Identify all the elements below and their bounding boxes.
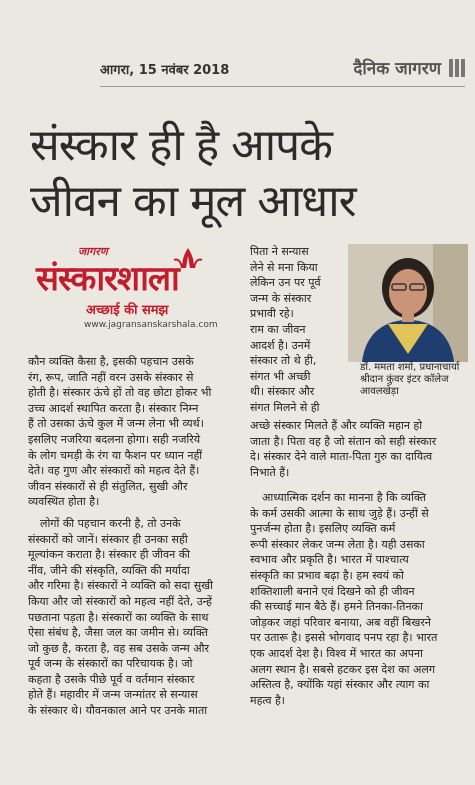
brand-bars-icon [449, 59, 465, 77]
text-line: जीवन संस्कारों से ही संतुलित, सुखी और [28, 479, 188, 493]
text-line: शक्तिशाली बनाने एवं दिखने को ही जीवन [250, 584, 415, 598]
text-line: कौन व्यक्ति कैसा है, इसकी पहचान उसके [28, 355, 194, 368]
text-line: रूपी संस्कार लेकर जन्म लेता है। यही उसका [250, 537, 425, 551]
logo-small-text: जागरण [78, 245, 108, 258]
headline-line-1: संस्कार ही है आपके [30, 120, 332, 171]
column-middle [250, 244, 346, 416]
paragraph-1 [28, 354, 246, 510]
newspaper-brand [353, 56, 465, 79]
text-line: इसलिए नजरिया बदलना होगा। सही नजरिये [28, 432, 201, 446]
text-line: रंग, रूप, जाति नहीं वरन उसके संस्कार से [28, 370, 194, 384]
text-line: राम का जीवन [250, 322, 306, 336]
text-line: उच्च आदर्श स्थापित करता है। संस्कार निम्न [28, 401, 199, 415]
text-line: और गरिमा है। संस्कारों ने व्यक्ति को सदा सुखी [28, 579, 214, 593]
text-line: लेकिन उन पर पूर्व [250, 276, 321, 290]
article-headline [30, 118, 470, 230]
text-line: होते हैं। महावीर में जन्म जन्मांतर से सन्यास [28, 688, 198, 702]
text-line: दे। संस्कार देने वाले माता-पिता गुरु का दायित्व [250, 450, 433, 464]
author-photo [348, 244, 468, 362]
text-line: संस्कारों को जानें। संस्कार ही उनका सही [28, 532, 188, 546]
text-line: पूर्व जन्म के संस्कारों का परिचायक है। जो [28, 657, 193, 671]
masthead-rule [100, 86, 465, 87]
text-line: जोड़कर जहां परिवार बनाया, अब वहीं बिखरने [250, 615, 431, 629]
text-line: अच्छे संस्कार मिलते हैं और व्यक्ति महान हो [250, 419, 423, 432]
text-line: की सच्चाई मान बैठे हैं। हमने तिनका-तिनका [250, 600, 423, 614]
column-right-top [250, 418, 468, 480]
masthead [100, 52, 465, 90]
text-line: प्रभावी रहे। [250, 307, 294, 321]
text-line: एक आदर्श देश है। विश्व में भारत का अपना [250, 646, 423, 660]
text-line: जो कुछ है, करता है, वह सब उसके जन्म और [28, 641, 209, 655]
text-line: किया और जो संस्कारों को महत्व नहीं देते, उन्हें [28, 594, 212, 608]
text-line: निभाते हैं। [250, 465, 290, 479]
text-line: पिता ने सन्यास [250, 245, 309, 258]
text-line: संगत भी अच्छी [250, 369, 311, 383]
text-line: ऐसा संबंध है, जैसा जल का जमीन से। व्यक्ति [28, 626, 208, 640]
text-line: जन्म के संस्कार [250, 291, 312, 305]
text-line: के संस्कार थे। यौवनकाल आने पर उनके माता [28, 704, 208, 718]
text-line: पछताना पड़ता है। संस्कारों का व्यक्ति के साथ [28, 610, 209, 624]
brand-name: दैनिक जागरण [353, 59, 441, 79]
column-right [250, 490, 468, 708]
logo-url: www.jagransanskarshala.com [84, 320, 218, 330]
paragraph-2 [28, 516, 246, 719]
dateline: आगरा, 15 नवंबर 2018 [100, 63, 230, 78]
text-line: हैं तो उसका ऊंचे कुल में जन्म लेना भी व्यर्थ। [28, 417, 204, 431]
text-line: पुनर्जन्म होता है। इसलिए व्यक्ति कर्म [250, 522, 396, 536]
caption-name: डॉ. ममता शर्मा, प्रधानाचार्या [360, 362, 460, 373]
logo-tagline: अच्छाई की समझ [86, 303, 169, 318]
text-line: थी। संस्कार और [250, 385, 315, 399]
text-line: संस्कृति का प्रभाव बढ़ा है। हम स्वयं को [250, 568, 404, 582]
text-line: नींव, जीने की संस्कृति, व्यक्ति की मर्यादा [28, 563, 190, 577]
text-line: स्वभाव और प्रकृति है। भारत में पाश्चात्य [250, 553, 409, 567]
text-line: पर उतारू है। इससे भोगवाद पनप रहा है। भारत [250, 631, 438, 645]
text-line: आदर्श है। उनमें [250, 338, 311, 352]
headline-line-2: जीवन का मूल आधार [30, 176, 356, 227]
text-line: देते। वह गुण और संस्कारों को महत्व देते हैं। [28, 464, 200, 478]
text-line: अलग स्थान है। सबसे हटकर इस देश का अलग [250, 662, 436, 676]
text-line: महत्व है। [250, 693, 285, 707]
sanskarshala-logo [28, 244, 248, 344]
text-line: कहता है उसके पीछे पूर्व व वर्तमान संस्कार [28, 672, 195, 686]
text-line: होती है। संस्कार ऊंचे हों तो वह छोटा होकर भी [28, 386, 212, 400]
text-line: संगत मिलने से ही [250, 400, 320, 414]
logo-main-text: संस्कारशाला [36, 259, 179, 299]
text-line: लोगों की पहचान करनी है, तो उनके [40, 516, 181, 530]
caption-place: आवलखेड़ा [360, 386, 399, 397]
text-line: आध्यात्मिक दर्शन का मानना है कि व्यक्ति [262, 491, 427, 504]
text-line: संस्कार तो थे ही, [250, 354, 317, 368]
text-line: के कर्म उसकी आत्मा के साथ जुड़े हैं। उन्हीं से [250, 506, 429, 520]
text-line: लेने से मना किया [250, 260, 318, 274]
text-line: मूल्यांकन कराता है। संस्कार ही जीवन की [28, 548, 191, 562]
text-line: के लोग चमड़ी के रंग या फैशन पर ध्यान नहीं [28, 448, 203, 462]
column-left [28, 354, 246, 719]
text-line: अस्तित्व है, क्योंकि यहां संस्कार और त्याग का [250, 678, 430, 692]
caption-institution: श्रीदान कुंवर इंटर कॉलेज [360, 374, 449, 385]
text-line: जाता है। पिता वह है जो संतान को सही संस्कार [250, 434, 437, 448]
photo-caption [360, 362, 475, 398]
text-line: व्यवस्थित होता है। [28, 495, 100, 509]
